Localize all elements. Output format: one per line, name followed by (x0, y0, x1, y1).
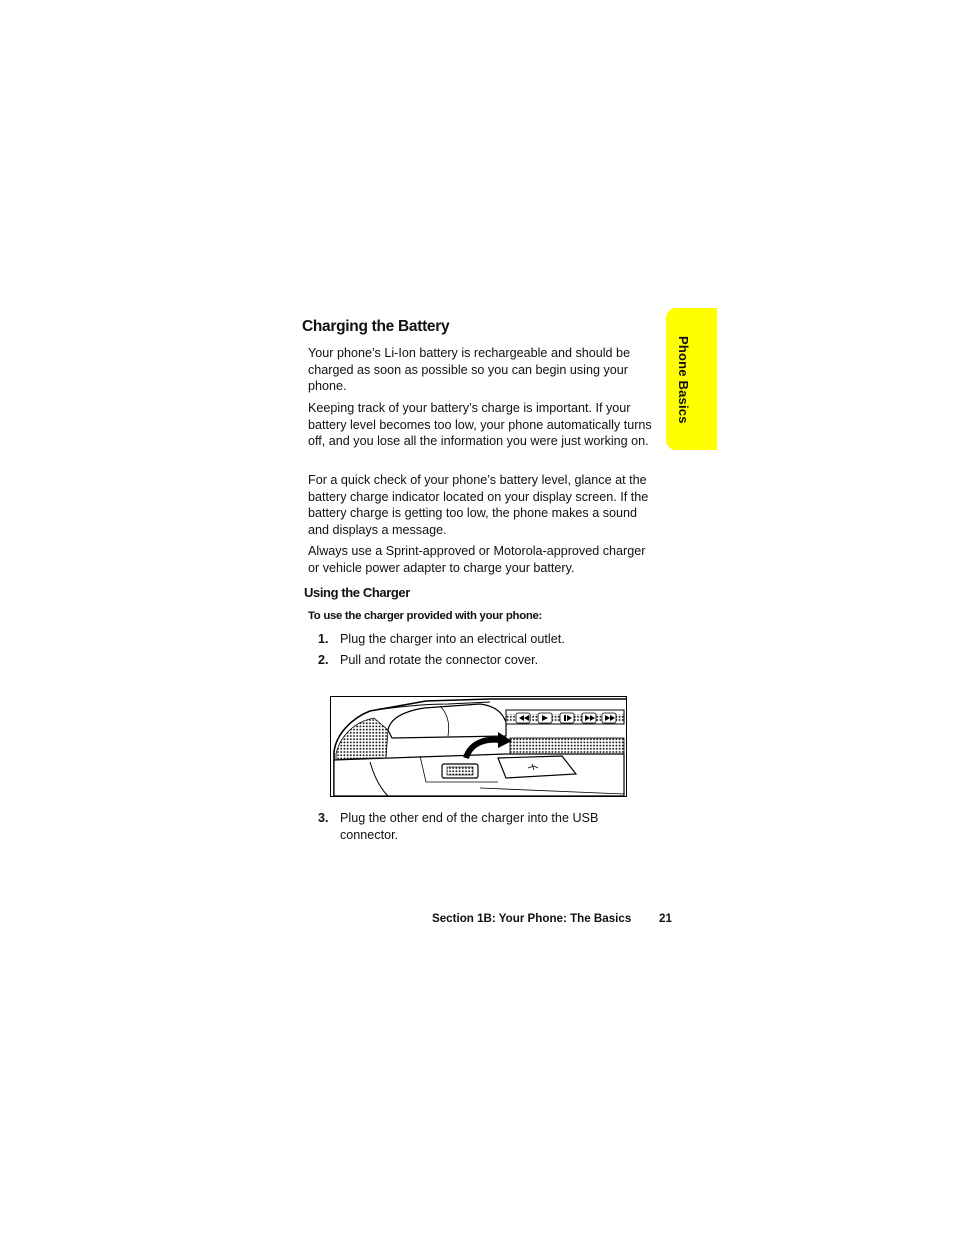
paragraph-approved-charger: Always use a Sprint-approved or Motorola-approved charger or vehicle power adapter to charge your battery. (308, 544, 646, 575)
step-text: Plug the charger into an electrical outlet. (340, 632, 565, 646)
paragraph-track-charge: Keeping track of your battery’s charge is important. If your battery level becomes too low, your phone automatically turns off, and you lose all the information you were just working on. (308, 401, 652, 449)
section-side-tab (666, 308, 717, 450)
page-number: 21 (659, 912, 672, 925)
section-title: Charging the Battery (302, 318, 450, 335)
procedure-title: To use the charger provided with your phone: (308, 610, 543, 622)
paragraph-quick-check: For a quick check of your phone’s battery level, glance at the battery charge indicator located on your display screen. If the battery charge is getting too low, the phone makes a sound and displays a message. (308, 473, 649, 537)
step-number: 2. (318, 653, 329, 667)
phone-connector-illustration (330, 696, 628, 799)
side-tab-label: Phone Basics (676, 336, 691, 424)
step-number: 1. (318, 632, 329, 646)
step-text: Pull and rotate the connector cover. (340, 653, 539, 667)
step-number: 3. (318, 811, 329, 825)
subsection-title: Using the Charger (304, 585, 410, 600)
paragraph-rechargeable: Your phone’s Li-Ion battery is rechargeable and should be charged as soon as possible so you can begin using your phone. (308, 346, 631, 394)
footer-section-label: Section 1B: Your Phone: The Basics (432, 912, 632, 925)
step-text: Plug the other end of the charger into the USB connector. (340, 811, 599, 842)
